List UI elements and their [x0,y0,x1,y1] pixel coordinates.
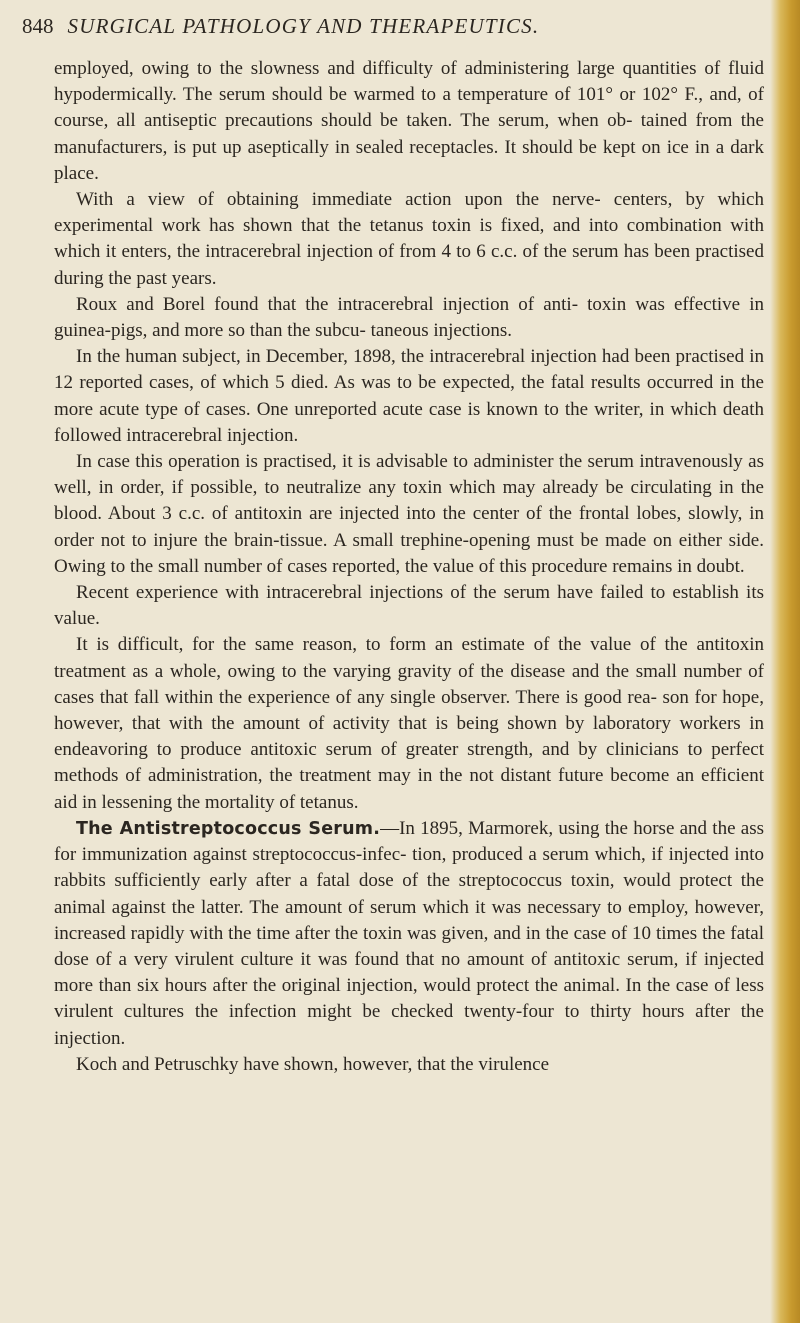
paragraph-serum-warming: employed, owing to the slowness and difficulty of administering large quantities of fluid hypodermically. The serum should be warmed to a temperature of 101° or 102° F., and, of course, all antiseptic precautions should be taken. The serum, when ob- tained from the manufacturers, is put up aseptically in sealed receptacles. It should be kept on ice in a dark place. [54,58,764,184]
paragraph-koch: Koch and Petruschky have shown, however, that the virulence [76,1053,550,1075]
paragraph-antistreptococcus [54,816,764,1052]
page-header [22,14,762,44]
paragraph-roux-borel: Roux and Borel found that the intracerebral injection of anti- toxin was effective in guinea-pigs, and more so than the subcu- taneous injections. [54,293,764,342]
paragraph-operation: In case this operation is practised, it is advisable to administer the serum intravenously as well, in order, if possible, to neutralize any toxin which may already be circulating in the blood. About 3 c.c. of antitoxin are injected into the center of the frontal lobes, slowly, in order not to injure the brain-tissue. A small trephine-opening must be made on either side. Owing to the small number of cases reported, the value of this procedure remains in doubt. [54,451,764,577]
page-number: 848 [22,14,54,38]
paragraph-human-subject: In the human subject, in December, 1898, the intracerebral injection had been practised in 12 reported cases, of which 5 died. As was to be expected, the fatal results occurred in the more acute type of cases. One unreported acute case is known to the writer, in which death followed intracerebral injection. [54,346,764,446]
running-title: SURGICAL PATHOLOGY AND THERAPEUTICS. [67,14,540,38]
paragraph-nerve-centers: With a view of obtaining immediate action upon the nerve- centers, by which experimental work has shown that the tetanus toxin is fixed, and into combination with which it enters, the intracerebral injection of from 4 to 6 c.c. of the serum has been practised during the past years. [54,189,764,289]
paragraph-recent-experience: Recent experience with intracerebral injections of the serum have failed to establish its value. [54,582,764,630]
page-edge [770,0,800,1323]
body-text [54,56,764,1078]
paragraph-estimate: It is difficult, for the same reason, to form an estimate of the value of the antitoxin treatment as a whole, owing to the varying gravity of the disease and the small number of cases that fall within the experience of any single observer. There is good rea- son for hope, however, that with the amount of activity that is being shown by laboratory workers in endeavoring to produce antitoxic serum of greater strength, and by clinicians to perfect methods of administration, the treatment may in the not distant future become an efficient aid in lessening the mortality of tetanus. [54,634,764,813]
section-heading: The Antistreptococcus Serum. [76,818,381,839]
section-text: —In 1895, Marmorek, using the horse and the ass for immunization against streptococcus-infec- tion, produced a serum which, if injected into rabbits sufficiently early after a fatal dose of the streptococcus toxin, would protect the animal against the latter. The amount of serum which it was necessary to employ, however, increased rapidly with the time after the toxin was given, and in the case of 10 times the fatal dose of a very virulent culture it was found that no amount of antitoxic serum, if injected more than six hours after the original injection, would protect the animal. In the case of less virulent cultures the infection might be checked twenty-four to thirty hours after the injection. [54,817,764,1049]
